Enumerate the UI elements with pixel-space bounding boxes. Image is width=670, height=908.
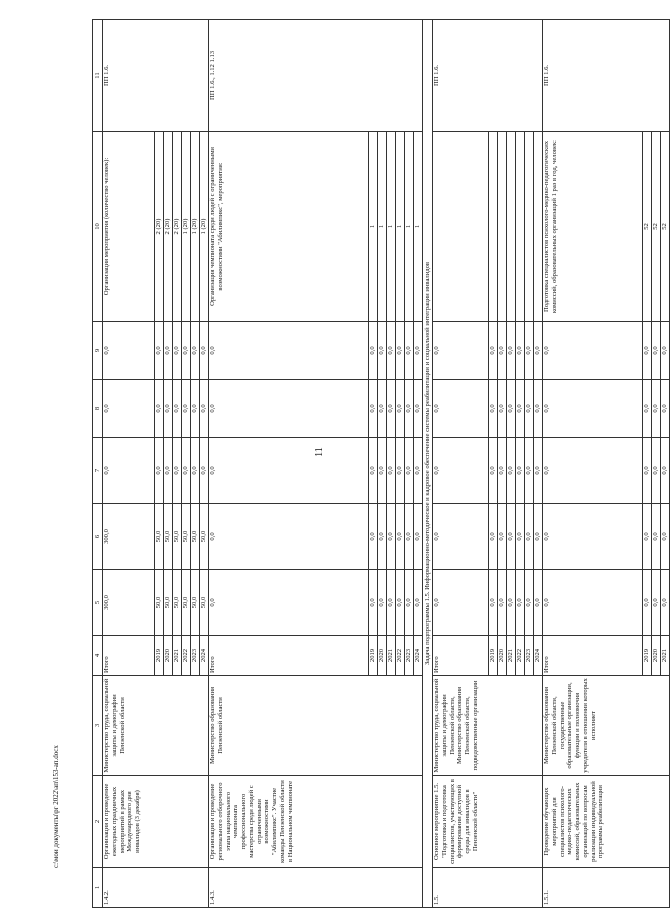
amount-regional: 0,0 [534,504,543,570]
amount-total: 50,0 [191,570,200,636]
amount-federal: 0,0 [387,438,396,504]
amount-total: 50,0 [164,570,173,636]
year-cell: 2021 [387,636,396,676]
total-value: 0,0 [433,322,489,380]
measure-name: Организация и проведение ежегодных праздничных мероприятий в рамках Международного дня инвалидов (3 декабря) [103,776,209,868]
amount-other: 0,0 [643,322,652,380]
measure-executor: Министерство труда, социальной защиты и демографии Пензенской области [103,676,209,776]
amount-total: 50,0 [182,570,191,636]
measure-number: 1.4.3. [209,868,423,908]
amount-other: 0,0 [661,322,670,380]
total-value: 300,0 [103,504,155,570]
total-value: 0,0 [433,504,489,570]
amount-other: 0,0 [507,322,516,380]
amount-local: 0,0 [643,380,652,438]
measure-name: Проведение обучающих мероприятий для специалистов психолого-медико-педагогических комиссий, образовательных организаций по вопросам реализации индивидуальной программы реабилитации [543,776,670,868]
amount-federal: 0,0 [200,438,209,504]
amount-local: 0,0 [164,380,173,438]
amount-total: 0,0 [405,570,414,636]
header-cell: 7 [93,438,103,504]
amount-total: 0,0 [534,570,543,636]
total-value: 0,0 [543,570,643,636]
measure-row [543,20,643,908]
indicator-value [489,132,498,322]
amount-local: 0,0 [396,380,405,438]
indicator-value: 1 [387,132,396,322]
amount-regional: 0,0 [516,504,525,570]
year-cell: 2020 [164,636,173,676]
total-label: Итого [543,636,643,676]
amount-total: 0,0 [489,570,498,636]
amount-other: 0,0 [516,322,525,380]
amount-federal: 0,0 [173,438,182,504]
indicator-value: 1 (20) [182,132,191,322]
program-table [92,19,670,908]
amount-regional: 0,0 [414,504,423,570]
amount-federal: 0,0 [155,438,164,504]
amount-federal: 0,0 [489,438,498,504]
year-cell: 2019 [489,636,498,676]
year-cell: 2022 [182,636,191,676]
amount-local: 0,0 [498,380,507,438]
amount-local: 0,0 [525,380,534,438]
amount-local: 0,0 [155,380,164,438]
amount-federal: 0,0 [182,438,191,504]
amount-federal: 0,0 [534,438,543,504]
section-title: Задача подпрограммы 1.5. Информационно-методическое и кадровое обеспечение системы реабилитации и социальной интеграции инвалидов [423,20,433,908]
amount-total: 50,0 [173,570,182,636]
amount-total: 0,0 [498,570,507,636]
amount-other: 0,0 [182,322,191,380]
header-cell: 9 [93,322,103,380]
total-value: 0,0 [103,438,155,504]
indicator-value: 2 (20) [155,132,164,322]
amount-other: 0,0 [396,322,405,380]
amount-local: 0,0 [516,380,525,438]
indicator-value: 1 [378,132,387,322]
amount-total: 0,0 [396,570,405,636]
amount-total: 0,0 [507,570,516,636]
total-value: 0,0 [209,322,369,380]
indicator-value: 2 (20) [173,132,182,322]
measure-executor: Министерство образования Пензенской области [209,676,423,776]
total-value: 0,0 [543,438,643,504]
amount-local: 0,0 [489,380,498,438]
total-value: 0,0 [433,570,489,636]
year-cell: 2019 [369,636,378,676]
amount-federal: 0,0 [396,438,405,504]
year-cell: 2022 [516,636,525,676]
amount-local: 0,0 [661,380,670,438]
amount-other: 0,0 [414,322,423,380]
measure-executor: Министерство образования Пензенской области, государственные образовательные организации, функции и полномочия учредителя в отношении которых исполняет [543,676,670,776]
indicator-title: Подготовка специалистов психолого-медико-педагогических комиссий, образовательных организаций 1 раз в год, человек: [543,132,643,322]
amount-other: 0,0 [155,322,164,380]
amount-total: 50,0 [200,570,209,636]
amount-regional: 0,0 [525,504,534,570]
amount-other: 0,0 [387,322,396,380]
amount-regional: 0,0 [396,504,405,570]
header-cell: 1 [93,868,103,908]
amount-local: 0,0 [200,380,209,438]
total-label: Итого [209,636,369,676]
measure-number: 1.5. [433,868,543,908]
indicator-value: 52 [643,132,652,322]
amount-total: 0,0 [661,570,670,636]
measure-executor: Министерство труда, социальной защиты и демографии Пензенской области, Министерство образования Пензенской области, подведомственные организации [433,676,543,776]
amount-federal: 0,0 [405,438,414,504]
year-cell: 2021 [661,636,670,676]
year-cell: 2024 [414,636,423,676]
indicator-value: 1 (20) [191,132,200,322]
amount-other: 0,0 [534,322,543,380]
amount-federal: 0,0 [661,438,670,504]
indicator-reference: ПП 1.6. [543,20,670,132]
total-value: 0,0 [543,380,643,438]
amount-local: 0,0 [414,380,423,438]
amount-total: 50,0 [155,570,164,636]
year-cell: 2024 [534,636,543,676]
year-cell: 2021 [173,636,182,676]
amount-federal: 0,0 [414,438,423,504]
amount-other: 0,0 [164,322,173,380]
year-cell: 2020 [652,636,661,676]
amount-total: 0,0 [525,570,534,636]
year-cell: 2019 [643,636,652,676]
amount-regional: 0,0 [661,504,670,570]
amount-total: 0,0 [516,570,525,636]
amount-other: 0,0 [405,322,414,380]
indicator-value: 1 [396,132,405,322]
amount-other: 0,0 [191,322,200,380]
amount-total: 0,0 [652,570,661,636]
amount-local: 0,0 [191,380,200,438]
amount-regional: 0,0 [387,504,396,570]
indicator-value: 2 (20) [164,132,173,322]
indicator-value [516,132,525,322]
indicator-title: Организация чемпионата среди людей с ограниченными возможностями "Абилимпикс", мероприятия: [209,132,369,322]
year-cell: 2023 [191,636,200,676]
amount-federal: 0,0 [378,438,387,504]
amount-total: 0,0 [378,570,387,636]
amount-regional: 0,0 [378,504,387,570]
amount-local: 0,0 [507,380,516,438]
total-value: 0,0 [103,322,155,380]
total-label: Итого [433,636,489,676]
amount-local: 0,0 [369,380,378,438]
year-cell: 2023 [525,636,534,676]
measure-row [103,20,155,908]
header-row [93,20,103,908]
indicator-reference: ПП 1.6., 1.12 1.13 [209,20,423,132]
amount-regional: 0,0 [643,504,652,570]
amount-local: 0,0 [182,380,191,438]
year-cell: 2020 [378,636,387,676]
measure-number: 1.4.2. [103,868,209,908]
indicator-value: 52 [652,132,661,322]
amount-local: 0,0 [387,380,396,438]
amount-other: 0,0 [173,322,182,380]
total-value: 0,0 [209,570,369,636]
year-cell: 2022 [396,636,405,676]
indicator-value [507,132,516,322]
amount-local: 0,0 [652,380,661,438]
total-value: 0,0 [543,322,643,380]
total-value: 0,0 [433,438,489,504]
amount-federal: 0,0 [369,438,378,504]
measure-name: Организация и проведение регионального отборочного этапа национального чемпионата профессионального мастерства среди людей с ограниченными возможностями "Абилимпикс". Участие команды Пензенской области в Национальном чемпионате [209,776,423,868]
amount-federal: 0,0 [191,438,200,504]
indicator-value: 52 [661,132,670,322]
indicator-reference: ПП 1.6. [433,20,543,132]
indicator-value [534,132,543,322]
amount-federal: 0,0 [164,438,173,504]
total-value: 0,0 [209,504,369,570]
indicator-value: 1 (20) [200,132,209,322]
header-cell: 11 [93,20,103,132]
amount-federal: 0,0 [516,438,525,504]
amount-other: 0,0 [652,322,661,380]
amount-regional: 50,0 [191,504,200,570]
amount-federal: 0,0 [652,438,661,504]
amount-total: 0,0 [387,570,396,636]
year-cell: 2024 [200,636,209,676]
measure-row [209,20,369,908]
total-value: 0,0 [433,380,489,438]
amount-local: 0,0 [405,380,414,438]
amount-regional: 0,0 [507,504,516,570]
total-value: 0,0 [209,380,369,438]
header-cell: 5 [93,570,103,636]
rotated-table-sheet [92,20,668,908]
measure-name: Основное мероприятие 1.5. "Подготовка и подготовка специалистов, участвующих в формировании доступной среды для инвалидов в Пензенской области" [433,776,543,868]
amount-regional: 0,0 [652,504,661,570]
indicator-value [525,132,534,322]
amount-regional: 50,0 [200,504,209,570]
amount-other: 0,0 [369,322,378,380]
amount-regional: 0,0 [489,504,498,570]
indicator-value [498,132,507,322]
amount-local: 0,0 [534,380,543,438]
total-value: 300,0 [103,570,155,636]
total-value: 0,0 [103,380,155,438]
year-cell: 2021 [507,636,516,676]
header-cell: 2 [93,776,103,868]
amount-federal: 0,0 [643,438,652,504]
amount-other: 0,0 [498,322,507,380]
amount-regional: 50,0 [182,504,191,570]
indicator-value: 1 [369,132,378,322]
total-value: 0,0 [209,438,369,504]
amount-total: 0,0 [414,570,423,636]
indicator-value: 1 [405,132,414,322]
measure-row [433,20,489,908]
measure-number: 1.5.1. [543,868,670,908]
header-cell: 10 [93,132,103,322]
amount-total: 0,0 [369,570,378,636]
year-cell: 2023 [405,636,414,676]
amount-regional: 50,0 [155,504,164,570]
amount-regional: 0,0 [405,504,414,570]
amount-other: 0,0 [378,322,387,380]
amount-federal: 0,0 [498,438,507,504]
header-cell: 3 [93,676,103,776]
amount-local: 0,0 [173,380,182,438]
amount-federal: 0,0 [525,438,534,504]
amount-regional: 50,0 [173,504,182,570]
year-cell: 2019 [155,636,164,676]
section-row [423,20,433,908]
amount-other: 0,0 [525,322,534,380]
amount-regional: 50,0 [164,504,173,570]
amount-local: 0,0 [378,380,387,438]
year-cell: 2020 [498,636,507,676]
amount-total: 0,0 [643,570,652,636]
header-cell: 4 [93,636,103,676]
total-label: Итого [103,636,155,676]
amount-other: 0,0 [200,322,209,380]
total-value: 0,0 [543,504,643,570]
amount-regional: 0,0 [369,504,378,570]
header-cell: 8 [93,380,103,438]
page-number: 11 [314,447,325,457]
indicator-reference: ПП 1.6. [103,20,209,132]
amount-other: 0,0 [489,322,498,380]
indicator-title [433,132,489,322]
indicator-title: Организация мероприятия (количество человек): [103,132,155,322]
indicator-value: 1 [414,132,423,322]
amount-regional: 0,0 [498,504,507,570]
amount-federal: 0,0 [507,438,516,504]
header-cell: 6 [93,504,103,570]
